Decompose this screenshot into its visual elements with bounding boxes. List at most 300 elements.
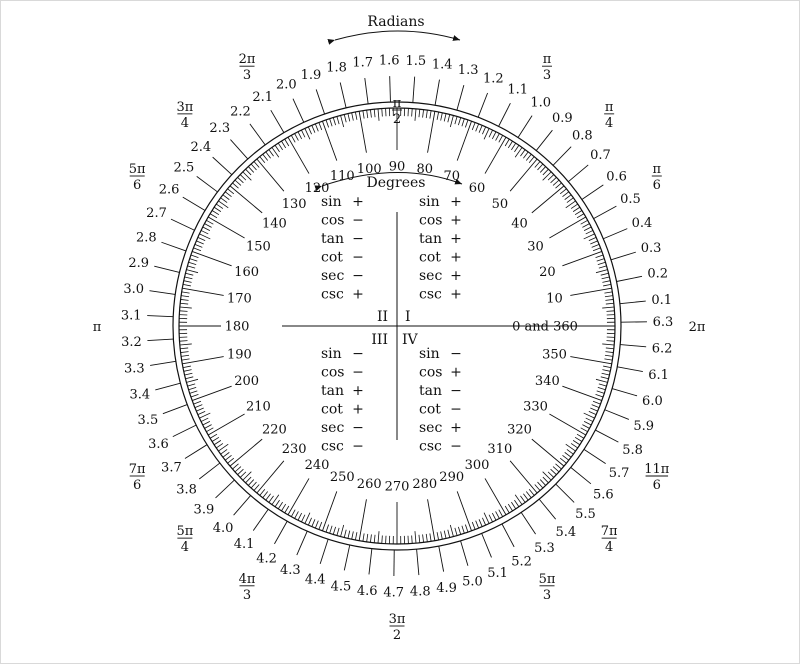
- degree-tick: [455, 116, 457, 124]
- degree-tick: [465, 120, 468, 128]
- degree-tick: [378, 109, 379, 121]
- radian-tick: [435, 80, 439, 106]
- trig-function-name: csc: [321, 286, 344, 303]
- degree-major-tick: [485, 137, 506, 173]
- degree-tick: [326, 120, 329, 128]
- radian-label: 0.3: [640, 240, 662, 256]
- degree-tick: [235, 180, 241, 185]
- degree-tick: [505, 139, 509, 146]
- degree-tick: [319, 122, 322, 129]
- degree-major-tick: [288, 137, 309, 173]
- radian-label: 2.6: [158, 182, 180, 198]
- degree-label: 230: [281, 442, 307, 458]
- pi-fraction: [93, 320, 102, 335]
- pi-fraction-text: 2π: [688, 320, 706, 335]
- degree-major-tick: [208, 414, 244, 435]
- radian-tick: [521, 512, 535, 534]
- degree-tick: [352, 113, 354, 121]
- trig-function-name: tan: [419, 231, 442, 247]
- radian-tick: [390, 76, 391, 102]
- trig-function-name: sec: [419, 268, 443, 284]
- degree-label: 270: [384, 479, 410, 495]
- degree-tick: [565, 452, 571, 457]
- degree-tick: [251, 164, 256, 170]
- radian-label: 4.2: [256, 551, 277, 567]
- degree-tick: [562, 192, 568, 197]
- degrees-title: Degrees: [366, 175, 426, 191]
- degree-tick: [606, 348, 614, 349]
- degree-tick: [203, 227, 210, 231]
- degree-major-tick: [230, 439, 262, 466]
- degree-tick: [308, 127, 311, 134]
- radian-tick: [502, 524, 514, 547]
- degree-tick: [419, 535, 420, 543]
- radian-label: 2.9: [128, 255, 150, 271]
- degree-tick: [185, 273, 193, 275]
- degree-tick: [199, 413, 210, 418]
- degree-major-tick: [322, 121, 336, 160]
- degree-label: 100: [356, 161, 382, 177]
- pi-fraction: [689, 320, 706, 335]
- degree-tick: [523, 152, 528, 158]
- degree-tick: [185, 373, 193, 375]
- degree-tick: [195, 244, 202, 247]
- degree-tick: [248, 167, 253, 173]
- degree-tick: [344, 530, 346, 538]
- degree-tick: [426, 110, 427, 118]
- degree-major-tick: [192, 251, 231, 265]
- degree-major-tick: [570, 288, 611, 295]
- radian-tick: [274, 521, 287, 544]
- degree-tick: [298, 132, 302, 139]
- radian-tick: [595, 430, 618, 442]
- radian-label: 1.9: [300, 67, 322, 83]
- degree-tick: [193, 401, 200, 404]
- degree-tick: [281, 504, 285, 511]
- degree-tick: [599, 266, 607, 268]
- degree-tick: [180, 307, 192, 308]
- radians-arrow-arc: [335, 31, 460, 40]
- degree-tick: [606, 303, 614, 304]
- radian-label: 1.4: [431, 57, 453, 73]
- degree-tick: [419, 109, 420, 117]
- degree-tick: [180, 303, 188, 304]
- pi-numerator: 2π: [238, 52, 256, 68]
- radian-tick: [461, 541, 468, 566]
- degree-tick: [330, 119, 332, 127]
- degree-tick: [298, 513, 302, 520]
- radian-tick: [253, 509, 268, 530]
- degree-tick: [308, 518, 311, 525]
- pi-denominator: 2: [392, 628, 402, 643]
- trig-function-name: tan: [321, 231, 344, 247]
- degree-label: 160: [234, 264, 260, 280]
- degree-label: 350: [542, 347, 567, 363]
- radian-label: 2.1: [252, 89, 274, 105]
- degree-tick: [243, 472, 251, 480]
- pi-fraction-text: π: [92, 320, 102, 335]
- degree-tick: [560, 189, 566, 194]
- radian-tick: [250, 124, 265, 145]
- pi-denominator: 2: [392, 112, 402, 127]
- radian-label: 4.1: [233, 537, 255, 553]
- degree-tick: [312, 519, 315, 526]
- radian-tick: [478, 93, 487, 117]
- degree-tick: [603, 366, 611, 368]
- degree-tick: [183, 284, 191, 286]
- degree-tick: [260, 489, 265, 495]
- pi-numerator: 5π: [128, 162, 146, 177]
- degree-tick: [596, 394, 604, 397]
- radian-tick: [147, 316, 173, 317]
- radian-label: 3.3: [123, 361, 145, 377]
- radian-tick: [413, 77, 415, 103]
- degree-label: 10: [546, 291, 563, 307]
- trig-sign: −: [352, 231, 364, 247]
- radian-tick: [553, 147, 571, 166]
- degree-tick: [596, 255, 604, 258]
- degree-tick: [499, 510, 503, 517]
- degree-tick: [210, 214, 217, 218]
- radian-tick: [163, 405, 187, 414]
- degree-tick: [571, 443, 578, 447]
- pi-denominator: 4: [604, 540, 614, 556]
- degree-tick: [181, 352, 189, 353]
- degree-tick: [341, 525, 344, 537]
- degree-major-tick: [549, 217, 585, 238]
- degree-tick: [598, 387, 606, 389]
- degree-tick: [582, 224, 589, 228]
- degree-tick: [479, 125, 482, 132]
- degree-tick: [511, 143, 515, 150]
- degree-tick: [590, 241, 597, 244]
- pi-fraction: [539, 572, 556, 603]
- radian-label: 5.9: [633, 418, 655, 434]
- radian-label: 3.8: [176, 482, 197, 498]
- radian-label: 5.4: [555, 525, 577, 541]
- degree-tick: [514, 145, 518, 152]
- degree-tick: [240, 472, 246, 478]
- radian-label: 0.1: [651, 292, 673, 308]
- radian-label: 0.5: [620, 191, 641, 207]
- degree-tick: [185, 377, 193, 379]
- degree-tick: [602, 370, 610, 372]
- degree-tick: [492, 132, 496, 139]
- degree-tick: [602, 344, 614, 345]
- degree-tick: [508, 504, 512, 511]
- degree-tick: [582, 425, 589, 429]
- degree-tick: [235, 467, 241, 472]
- pi-denominator: 4: [180, 540, 190, 556]
- degree-label: 0 and 360: [512, 319, 578, 335]
- trig-sign: +: [352, 383, 364, 399]
- radian-tick: [594, 206, 617, 218]
- trig-function-name: csc: [321, 438, 344, 455]
- degree-tick: [370, 534, 371, 542]
- degree-tick: [266, 494, 271, 500]
- trig-function-name: cot: [419, 401, 441, 418]
- degree-tick: [605, 355, 613, 356]
- trig-sign: +: [450, 231, 462, 247]
- degree-tick: [181, 296, 189, 297]
- radian-label: 5.0: [462, 574, 483, 590]
- degree-tick: [348, 531, 350, 539]
- radian-tick: [556, 484, 574, 502]
- radian-tick: [584, 449, 606, 463]
- degree-tick: [589, 237, 596, 240]
- radian-tick: [439, 546, 444, 572]
- quadrant-label-iii: III: [371, 332, 388, 348]
- radian-tick: [518, 116, 532, 138]
- degree-tick: [423, 534, 424, 542]
- degree-tick: [575, 437, 582, 441]
- radian-tick: [155, 383, 180, 390]
- trig-sign: +: [450, 268, 462, 284]
- degree-tick: [543, 477, 549, 483]
- degree-tick: [603, 284, 611, 286]
- radian-label: 4.7: [383, 585, 405, 601]
- degree-major-tick: [230, 186, 262, 213]
- degree-tick: [363, 533, 364, 541]
- trig-sign: +: [352, 194, 364, 210]
- trig-sign: −: [450, 438, 462, 455]
- radian-label: 3.6: [148, 437, 169, 453]
- trig-sign: −: [352, 438, 364, 455]
- degree-tick: [581, 220, 588, 224]
- radian-label: 1.8: [326, 60, 347, 76]
- degree-tick: [551, 469, 557, 474]
- degree-tick: [577, 434, 584, 438]
- degree-major-tick: [257, 159, 284, 191]
- degree-tick: [482, 127, 485, 134]
- degree-label: 310: [487, 442, 513, 458]
- degree-tick: [605, 296, 613, 297]
- degree-major-tick: [510, 461, 537, 493]
- degree-tick: [254, 161, 259, 167]
- pi-denominator: 6: [652, 178, 661, 193]
- radian-label: 5.2: [511, 554, 532, 570]
- degree-tick: [181, 355, 189, 356]
- pi-denominator: 6: [133, 178, 142, 193]
- radian-tick: [183, 197, 205, 210]
- radian-tick: [571, 467, 591, 483]
- degree-tick: [543, 169, 549, 175]
- degree-tick: [216, 443, 223, 447]
- degree-tick: [462, 526, 464, 534]
- radian-tick: [297, 531, 307, 555]
- degree-tick: [182, 292, 190, 293]
- degree-major-tick: [457, 491, 471, 530]
- degree-major-tick: [457, 121, 471, 160]
- degree-tick: [555, 464, 561, 469]
- degree-tick: [430, 111, 431, 119]
- degree-tick: [489, 130, 493, 137]
- degree-tick: [305, 128, 310, 139]
- degree-tick: [228, 189, 234, 194]
- degree-tick: [367, 110, 368, 118]
- degree-label: 280: [412, 477, 438, 493]
- trig-function-name: tan: [419, 383, 442, 399]
- degree-tick: [444, 531, 446, 539]
- radian-tick: [582, 185, 603, 200]
- degree-tick: [437, 112, 439, 120]
- degree-tick: [374, 535, 375, 543]
- degree-tick: [601, 377, 609, 379]
- degree-tick: [337, 528, 339, 536]
- degree-tick: [496, 134, 500, 141]
- degree-tick: [374, 109, 375, 117]
- degree-tick: [295, 511, 299, 518]
- radian-label: 2.5: [173, 160, 195, 176]
- degree-tick: [319, 522, 322, 529]
- degree-tick: [560, 458, 566, 463]
- trig-function-name: cos: [419, 364, 443, 381]
- degree-tick: [180, 311, 188, 312]
- radian-tick: [271, 110, 284, 132]
- degree-tick: [212, 437, 219, 441]
- degree-tick: [246, 169, 252, 175]
- degree-tick: [232, 464, 238, 469]
- pi-fraction: [129, 162, 146, 193]
- degree-tick: [193, 248, 200, 251]
- degree-tick: [278, 502, 282, 509]
- degree-label: 180: [224, 319, 250, 335]
- pi-denominator: 4: [604, 115, 614, 131]
- degree-tick: [285, 139, 289, 146]
- degree-label: 70: [443, 169, 460, 185]
- degree-tick: [240, 175, 246, 181]
- trig-function-name: tan: [321, 383, 344, 399]
- radian-tick: [369, 549, 372, 575]
- radian-tick: [457, 85, 464, 110]
- degree-label: 20: [539, 264, 556, 280]
- degree-tick: [221, 198, 227, 203]
- trig-sign: −: [352, 268, 364, 284]
- pi-numerator: 4π: [238, 571, 256, 587]
- degree-label: 340: [534, 374, 560, 390]
- degree-tick: [278, 143, 282, 150]
- degree-tick: [520, 150, 525, 156]
- quadrant-label-iv: IV: [402, 332, 418, 348]
- radian-label: 1.7: [352, 55, 374, 71]
- degree-major-tick: [532, 439, 564, 466]
- radian-label: 2.7: [146, 205, 167, 221]
- pi-numerator: 7π: [600, 524, 618, 540]
- trig-sign: +: [352, 401, 364, 418]
- degree-label: 50: [491, 196, 509, 212]
- degree-tick: [228, 458, 234, 463]
- radian-label: 2.3: [209, 121, 231, 137]
- degree-tick: [382, 535, 383, 543]
- degree-tick: [181, 299, 189, 300]
- degree-tick: [489, 515, 493, 522]
- degree-label: 110: [329, 169, 355, 185]
- trig-function-name: sec: [321, 268, 345, 284]
- degree-tick: [584, 421, 591, 425]
- trig-sign: +: [450, 212, 462, 229]
- radian-tick: [316, 89, 324, 114]
- degree-tick: [260, 157, 265, 163]
- degree-tick: [184, 370, 192, 372]
- pi-numerator: 3π: [176, 99, 194, 115]
- pi-numerator: 3π: [388, 612, 406, 627]
- radian-tick: [603, 229, 627, 239]
- radian-label: 1.2: [483, 71, 504, 87]
- degree-tick: [601, 273, 609, 275]
- degree-tick: [596, 379, 608, 382]
- degree-tick: [597, 259, 605, 261]
- degree-tick: [269, 150, 274, 156]
- degree-tick: [341, 115, 344, 127]
- radian-tick: [293, 99, 304, 123]
- degree-tick: [205, 224, 212, 228]
- degree-tick: [543, 472, 551, 480]
- degree-tick: [597, 391, 605, 393]
- degree-tick: [520, 496, 525, 502]
- degree-tick: [326, 525, 329, 533]
- radian-tick: [417, 549, 419, 575]
- degree-tick: [221, 449, 227, 454]
- pi-fraction: [604, 100, 614, 131]
- trig-function-name: sin: [419, 346, 440, 362]
- degree-tick: [355, 532, 357, 540]
- degree-tick: [465, 525, 468, 533]
- degree-tick: [441, 113, 443, 121]
- degree-tick: [602, 373, 610, 375]
- degree-tick: [535, 161, 540, 167]
- degree-tick: [367, 534, 368, 542]
- degree-tick: [592, 244, 599, 247]
- radian-tick: [612, 389, 637, 396]
- radian-tick: [536, 130, 552, 150]
- degree-tick: [573, 207, 580, 211]
- degree-tick: [492, 513, 496, 520]
- radian-label: 3.9: [193, 502, 215, 518]
- trig-function-name: sin: [321, 346, 342, 362]
- degree-label: 130: [281, 196, 307, 212]
- degree-tick: [295, 134, 299, 141]
- degree-tick: [543, 172, 551, 180]
- degree-label: 40: [511, 216, 528, 232]
- radian-tick: [340, 83, 346, 108]
- degree-tick: [223, 195, 229, 200]
- degree-tick: [584, 234, 595, 239]
- degree-major-tick: [288, 478, 309, 514]
- degree-tick: [190, 259, 198, 261]
- degree-tick: [225, 455, 231, 460]
- radian-label: 4.4: [304, 572, 326, 588]
- degree-tick: [593, 248, 600, 251]
- degree-tick: [514, 500, 518, 507]
- degree-label: 240: [304, 458, 330, 474]
- radian-tick: [173, 425, 196, 437]
- degree-tick: [476, 124, 479, 131]
- degree-tick: [593, 401, 600, 404]
- degree-major-tick: [359, 111, 366, 152]
- radian-tick: [185, 445, 207, 459]
- degree-tick: [450, 115, 453, 127]
- radian-label: 4.9: [436, 580, 457, 596]
- degree-tick: [472, 522, 475, 529]
- degree-tick: [412, 535, 413, 543]
- degree-tick: [605, 352, 613, 353]
- trig-sign: +: [450, 364, 462, 381]
- degree-tick: [184, 281, 192, 283]
- degree-tick: [412, 109, 413, 117]
- degree-label: 220: [262, 422, 287, 438]
- degree-label: 150: [246, 239, 271, 255]
- radian-label: 0.9: [552, 111, 573, 127]
